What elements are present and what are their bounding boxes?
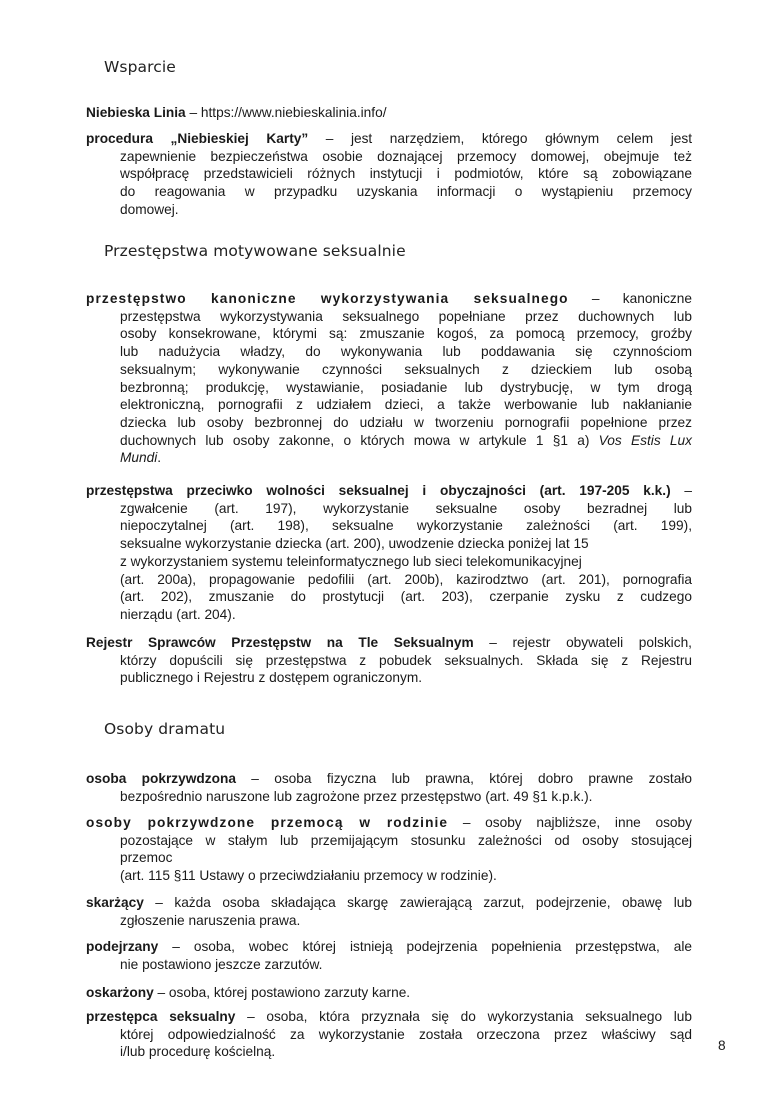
definition-line: (art. 202), zmuszanie do prostytucji (art. 203), czerpanie zysku z cudzego (120, 589, 692, 605)
entry-niebieska-linia (86, 104, 387, 122)
definition-line: – osoba fizyczna lub prawna, której dobro prawne zostało (235, 771, 692, 786)
term-niebieska-linia: Niebieska Linia (86, 105, 186, 120)
definition-line: – jest narzędziem, którego głównym celem jest (308, 131, 692, 146)
italic-title-part: Mundi (120, 450, 158, 466)
entry-wolnosc (86, 482, 692, 624)
italic-title-part: Vos Estis Lux (598, 432, 692, 448)
definition-line: (art. 115 §11 Ustawy o przeciwdziałaniu przemocy w rodzinie). (120, 868, 497, 884)
definition-line: seksualne wykorzystanie dziecka (art. 200), uwodzenie dziecka poniżej lat 15 (120, 536, 589, 552)
entry-skarzacy (86, 894, 692, 929)
section-heading-persons: Osoby dramatu (104, 720, 226, 738)
definition-line: zgłoszenie naruszenia prawa. (120, 912, 301, 928)
definition-line: której odpowiedzialność za wykorzystanie została orzeczona przez właściwy sąd (120, 1026, 692, 1042)
definition-line: zgwałcenie (art. 197), wykorzystanie seksualne osoby bezradnej lub (120, 500, 692, 516)
definition-line: – każda osoba składająca skargę zawierającą zarzut, podejrzenie, obawę lub (143, 895, 692, 910)
entry-oskarzony-text: – osoba, której postawiono zarzuty karne. (153, 985, 411, 1000)
definition-line: z wykorzystaniem systemu teleinformatycznego lub sieci telekomunikacyjnej (120, 553, 582, 569)
definition-line: lub nadużycia władzy, do wykonywania lub poddawania się czynnościom (120, 344, 692, 360)
definition-line: domowej. (120, 201, 179, 217)
definition-line: przemoc (120, 850, 173, 866)
term-skarzacy: skarżący (86, 895, 144, 910)
definition-line: (art. 200a), propagowanie pedofilii (art. 200b), kazirodztwo (art. 201), pornografia (120, 571, 692, 587)
entry-podejrzany (86, 938, 692, 973)
entry-pokrzywdzona (86, 770, 692, 805)
term-niebieska-karta: procedura „Niebieskiej Karty” (86, 131, 309, 146)
entry-kanoniczne (86, 290, 692, 467)
definition-line: bezpośrednio naruszone lub zagrożone przez przestępstwo (art. 49 §1 k.p.k.). (120, 788, 593, 804)
term-wolnosc: przestępstwa przeciwko wolności seksualnej i obyczajności (art. 197-205 k.k.) (86, 483, 671, 498)
definition-line: do reagowania w przypadku uzyskania informacji o wystąpieniu przemocy (120, 184, 692, 200)
definition-line: dziecka lub osoby bezbronnej do udziału w tworzeniu pornografii popełnione przez (120, 414, 692, 430)
definition-line: – osoby najbliższe, inne osoby (448, 815, 692, 830)
term-podejrzany: podejrzany (86, 939, 159, 954)
definition-line: bezbronną; produkcję, wystawianie, posiadanie lub dystrybucję, w tym drogą (120, 379, 692, 395)
page-number: 8 (718, 1038, 726, 1053)
entry-przestepca (86, 1008, 692, 1061)
definition-line: – rejestr obywateli polskich, (473, 635, 692, 650)
term-pokrzywdzona: osoba pokrzywdzona (86, 771, 236, 786)
definition-line: niepoczytalnej (art. 198), seksualne wykorzystanie zależności (art. 199), (120, 518, 692, 534)
term-przestepca: przestępca seksualny (86, 1009, 236, 1024)
term-kanoniczne: przestępstwo kanoniczne wykorzystywania seksualnego (86, 291, 569, 306)
section-heading-support: Wsparcie (104, 58, 176, 76)
entry-niebieska-linia-text: – https://www.niebieskalinia.info/ (185, 105, 387, 120)
definition-line: – osoba, wobec której istnieją podejrzenia popełnienia przestępstwa, ale (158, 939, 692, 954)
term-oskarzony: oskarżony (86, 985, 154, 1000)
term-rejestr: Rejestr Sprawców Przestępstw na Tle Seksualnym (86, 635, 474, 650)
entry-przemoca (86, 814, 692, 885)
definition-line: – osoba, która przyznała się do wykorzystania seksualnego lub (235, 1009, 692, 1024)
definition-line: seksualnym; wykonywanie czynności seksualnych z dzieckiem lub osobą (120, 361, 692, 377)
definition-line: – kanoniczne (568, 291, 692, 306)
definition-line: którzy dopuścili się przestępstwa z pobudek seksualnych. Składa się z Rejestru (120, 652, 692, 668)
definition-line: publicznego i Rejestru z dostępem ograniczonym. (120, 670, 423, 686)
definition-line: współpracę przedstawicieli różnych instytucji i podmiotów, które są zobowiązane (120, 166, 692, 182)
entry-niebieska-karta (86, 130, 692, 219)
definition-line: zapewnienie bezpieczeństwa osobie doznającej przemocy domowej, obejmuje też (120, 148, 692, 164)
definition-line: i/lub procedurę kościelną. (120, 1044, 276, 1060)
definition-line: duchownych lub osoby zakonne, o których mowa w artykule 1 §1 a) (120, 432, 599, 448)
term-przemoca: osoby pokrzywdzone przemocą w rodzinie (86, 815, 449, 830)
definition-line: nierządu (art. 204). (120, 606, 236, 622)
definition-line: elektroniczną, pornografii z udziałem dzieci, a także werbowanie lub nakłanianie (120, 397, 692, 413)
definition-line: – (670, 483, 692, 498)
definition-line: nie postawiono jeszcze zarzutów. (120, 956, 323, 972)
definition-line: . (157, 450, 162, 466)
definition-line: przestępstwa wykorzystywania seksualnego popełniane przez duchownych lub (120, 308, 692, 324)
definition-line: pozostające w stałym lub przemijającym stosunku zależności od osoby stosującej (120, 832, 692, 848)
entry-rejestr (86, 634, 692, 687)
section-heading-sexual-crimes: Przestępstwa motywowane seksualnie (104, 242, 406, 260)
entry-oskarzony (86, 984, 410, 1002)
definition-line: osoby konsekrowane, którymi są: zmuszanie kogoś, za pomocą przemocy, groźby (120, 326, 692, 342)
